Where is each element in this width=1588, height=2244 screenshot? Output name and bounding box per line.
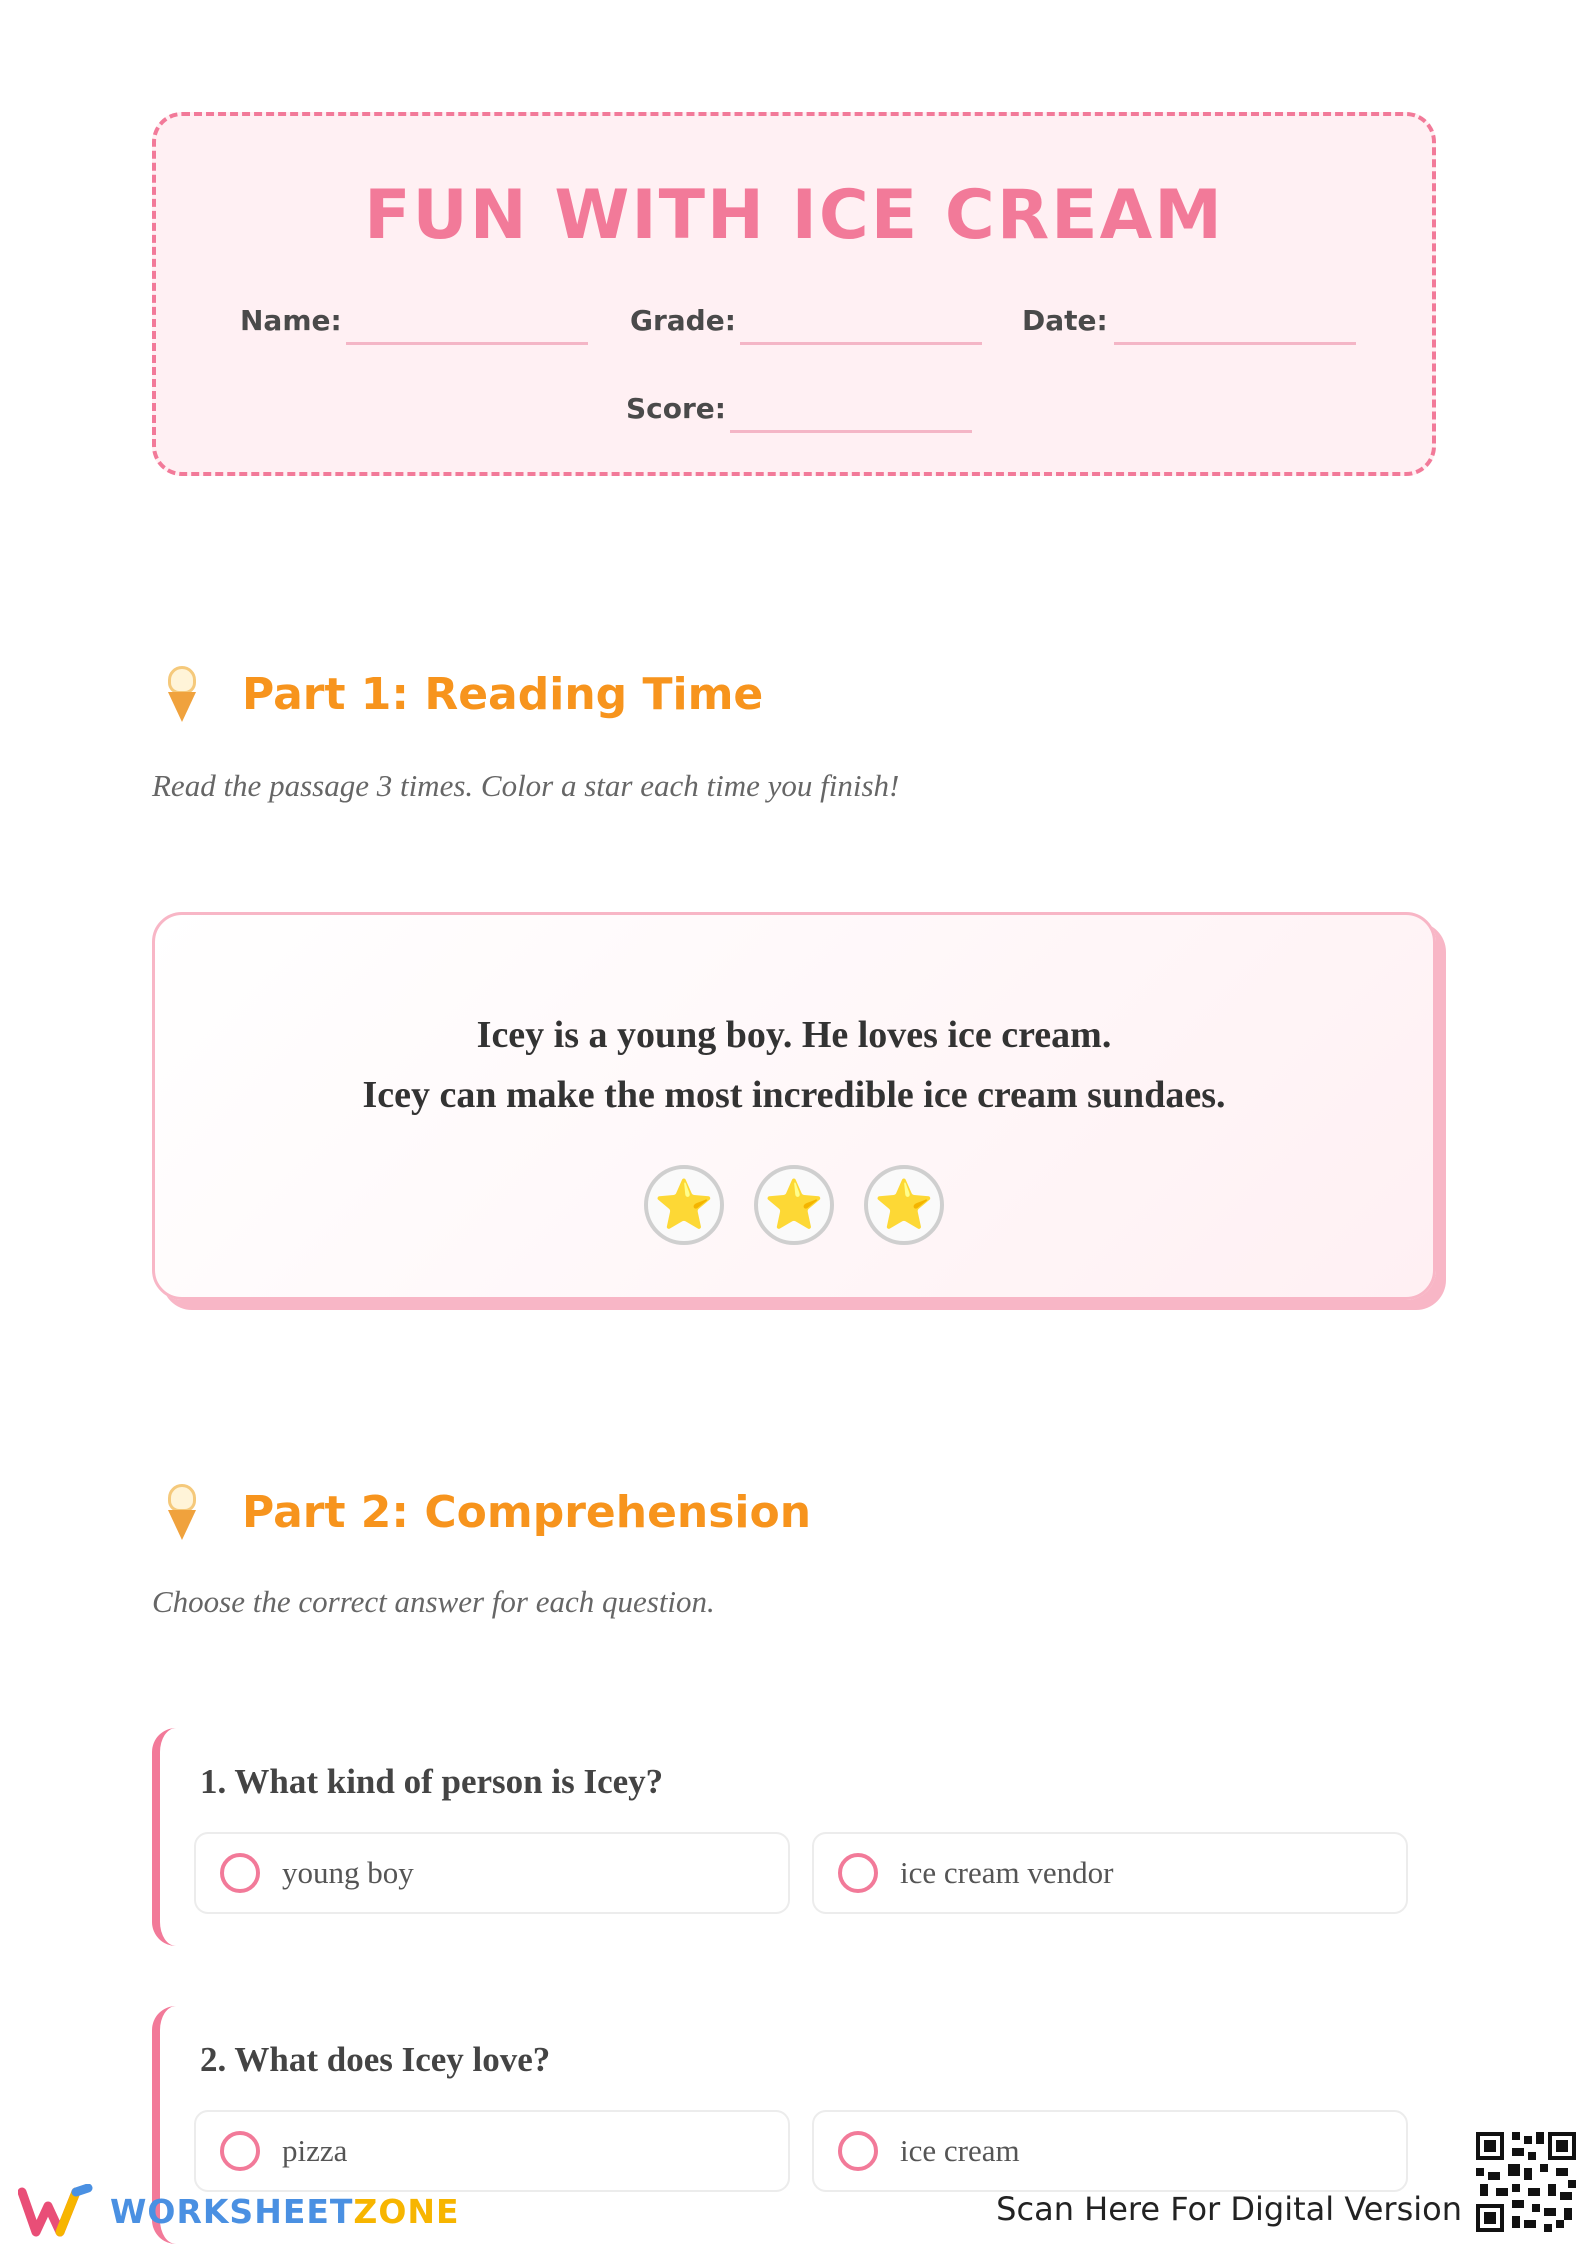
radio-button[interactable]: [838, 1853, 878, 1893]
star-icon[interactable]: ⭐: [864, 1165, 944, 1245]
part2-heading: [152, 1482, 811, 1542]
question-1: [152, 1728, 1412, 1946]
question-1-option-a[interactable]: [194, 1832, 790, 1914]
question-2-text: 2. What does Icey love?: [200, 2040, 551, 2079]
radio-button[interactable]: [220, 2131, 260, 2171]
star-icon[interactable]: ⭐: [644, 1165, 724, 1245]
part1-instruction: Read the passage 3 times. Color a star each time you finish!: [152, 768, 900, 803]
reading-passage: [152, 912, 1436, 1300]
part1-heading: [152, 664, 763, 724]
date-label: Date:: [1022, 304, 1108, 337]
part2-title: Part 2: Comprehension: [242, 1486, 812, 1538]
radio-button[interactable]: [220, 1853, 260, 1893]
qr-code-icon[interactable]: [1472, 2128, 1580, 2236]
part1-title: Part 1: Reading Time: [242, 668, 764, 720]
option-label: young boy: [282, 1855, 414, 1890]
scan-caption: Scan Here For Digital Version: [996, 2190, 1462, 2228]
question-2-option-a[interactable]: [194, 2110, 790, 2192]
grade-field[interactable]: [740, 342, 982, 345]
radio-button[interactable]: [838, 2131, 878, 2171]
worksheet-header: [152, 112, 1436, 476]
score-label: Score:: [626, 392, 726, 425]
worksheetzone-logo[interactable]: [18, 2184, 460, 2238]
ice-cream-cone-icon: [152, 1482, 212, 1542]
option-label: ice cream: [900, 2133, 1020, 2168]
worksheet-title: FUN WITH ICE CREAM: [364, 176, 1224, 255]
star-icon[interactable]: ⭐: [754, 1165, 834, 1245]
part2-instruction: Choose the correct answer for each question.: [152, 1584, 715, 1619]
option-label: pizza: [282, 2133, 348, 2168]
star-tracker: [155, 1165, 1433, 1245]
brand-name-part2: ZONE: [353, 2191, 460, 2231]
question-2-option-b[interactable]: [812, 2110, 1408, 2192]
score-field[interactable]: [730, 430, 972, 433]
ice-cream-cone-icon: [152, 664, 212, 724]
question-1-option-b[interactable]: [812, 1832, 1408, 1914]
name-label: Name:: [240, 304, 342, 337]
brand-w-icon: [18, 2184, 104, 2238]
name-field[interactable]: [346, 342, 588, 345]
option-label: ice cream vendor: [900, 1855, 1114, 1890]
passage-line-2: Icey can make the most incredible ice cream sundaes.: [362, 1074, 1226, 1116]
date-field[interactable]: [1114, 342, 1356, 345]
grade-label: Grade:: [630, 304, 736, 337]
passage-line-1: Icey is a young boy. He loves ice cream.: [476, 1014, 1112, 1056]
question-1-text: 1. What kind of person is Icey?: [200, 1762, 664, 1801]
brand-name-part1: WORKSHEET: [110, 2191, 354, 2231]
